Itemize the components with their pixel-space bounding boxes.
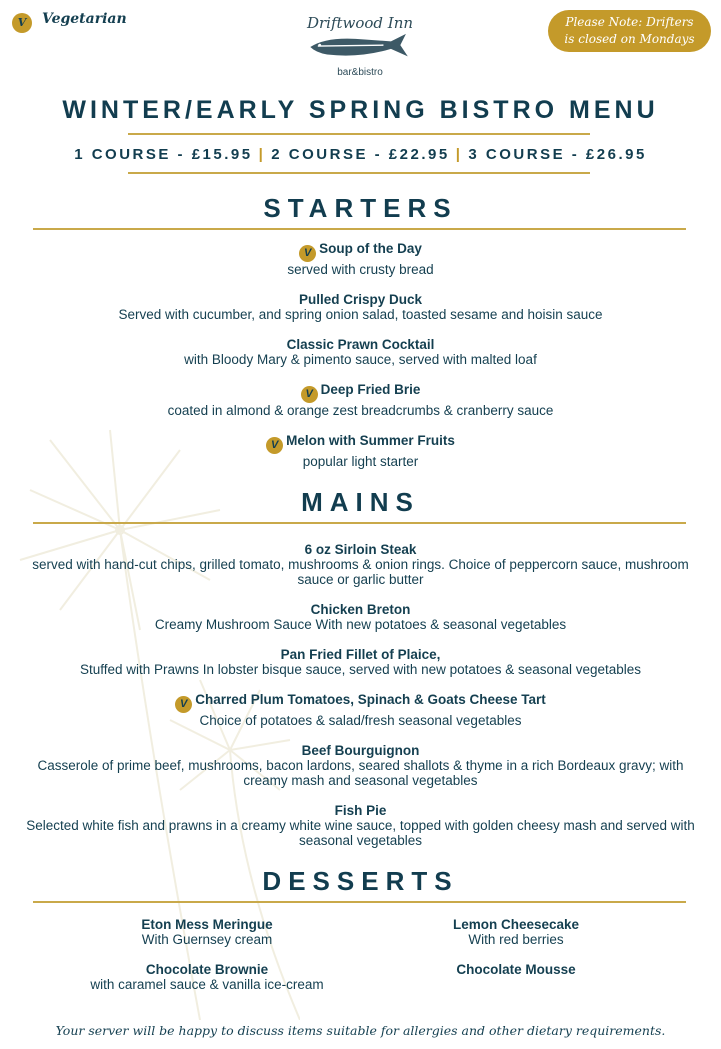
item-name: [20, 382, 701, 403]
item-name-text: Fish Pie: [334, 803, 387, 818]
item-name-text: Lemon Cheesecake: [452, 917, 580, 932]
item-description: Choice of potatoes & salad/fresh seasonal vegetables: [199, 713, 522, 728]
item-description: Casserole of prime beef, mushrooms, bacon lardons, seared shallots & thyme in a rich Bordeaux gravy; with creamy mash and seasonal vegetables: [37, 758, 684, 788]
item-name: [20, 433, 701, 454]
item-name: [20, 292, 701, 307]
item-name: [20, 743, 701, 758]
allergy-footer: Your server will be happy to discuss items suitable for allergies and other dietary requirements.: [55, 1023, 666, 1038]
vegetarian-icon: V: [299, 245, 316, 262]
menu-item: [20, 382, 701, 418]
item-name: [77, 917, 337, 932]
item-description: Stuffed with Prawns In lobster bisque sauce, served with new potatoes & seasonal vegetables: [79, 662, 642, 677]
menu-item: [386, 962, 646, 977]
item-description: Creamy Mushroom Sauce With new potatoes & seasonal vegetables: [154, 617, 567, 632]
item-name: [77, 962, 337, 977]
notice-line: Please Note: Drifters: [565, 15, 694, 29]
item-name-text: Pan Fried Fillet of Plaice,: [280, 647, 441, 662]
closure-notice: [548, 10, 711, 52]
desserts-left-column: [77, 917, 337, 1007]
menu-item: [20, 602, 701, 632]
menu-item: [20, 241, 701, 277]
item-description: With red berries: [468, 932, 564, 947]
item-name: [20, 542, 701, 557]
item-description: with Bloody Mary & pimento sauce, served with malted loaf: [184, 352, 537, 367]
item-name-text: Melon with Summer Fruits: [286, 433, 455, 448]
desserts-heading: DESSERTS: [262, 866, 459, 896]
price-3-course: 3 COURSE - £26.95: [468, 146, 647, 163]
item-name: [386, 917, 646, 932]
mains-heading: MAINS: [301, 487, 420, 517]
item-name-text: Chocolate Brownie: [145, 962, 269, 977]
item-name: [20, 337, 701, 352]
menu-title: WINTER/EARLY SPRING BISTRO MENU: [62, 96, 659, 124]
item-description: coated in almond & orange zest breadcrumbs & cranberry sauce: [167, 403, 554, 418]
divider: [128, 133, 590, 135]
separator: |: [455, 146, 463, 163]
notice-line: is closed on Mondays: [564, 32, 695, 46]
item-name-text: Beef Bourguignon: [301, 743, 420, 758]
item-name: [20, 803, 701, 818]
vegetarian-icon: V: [12, 13, 32, 33]
item-description: With Guernsey cream: [141, 932, 273, 947]
divider: [33, 522, 686, 524]
vegetarian-icon: V: [301, 386, 318, 403]
desserts-right-column: [386, 917, 646, 1007]
logo: [300, 14, 420, 78]
starters-heading: STARTERS: [263, 193, 458, 223]
item-description: Selected white fish and prawns in a creamy white wine sauce, topped with golden cheesy mash and served with seasonal vegetables: [26, 818, 695, 848]
course-prices: [0, 145, 721, 165]
item-description: served with crusty bread: [287, 262, 434, 277]
item-name-text: 6 oz Sirloin Steak: [304, 542, 417, 557]
menu-item: [20, 433, 701, 469]
item-name: [20, 241, 701, 262]
item-name-text: Eton Mess Meringue: [141, 917, 273, 932]
mains-list: [20, 542, 701, 848]
menu-item: [20, 743, 701, 788]
menu-item: [20, 292, 701, 322]
vegetarian-icon: V: [175, 696, 192, 713]
item-description: Served with cucumber, and spring onion salad, toasted sesame and hoisin sauce: [118, 307, 603, 322]
item-name: [20, 692, 701, 713]
legend-label: Vegetarian: [42, 11, 127, 27]
logo-tagline: bar&bistro: [337, 67, 383, 78]
item-name: [20, 647, 701, 662]
divider: [33, 901, 686, 903]
menu-item: [20, 337, 701, 367]
menu-item: [77, 962, 337, 992]
menu-item: [20, 647, 701, 677]
fish-icon: [305, 32, 415, 62]
item-name-text: Soup of the Day: [319, 241, 422, 256]
item-name: [20, 602, 701, 617]
menu-item: [20, 542, 701, 587]
price-2-course: 2 COURSE - £22.95: [271, 146, 450, 163]
divider: [128, 172, 590, 174]
item-description: with caramel sauce & vanilla ice-cream: [90, 977, 324, 992]
vegetarian-legend: [12, 11, 127, 33]
desserts-list: [0, 917, 721, 1007]
vegetarian-icon: V: [266, 437, 283, 454]
item-description: served with hand-cut chips, grilled tomato, mushrooms & onion rings. Choice of peppercorn sauce, mushroom sauce or garlic butter: [32, 557, 689, 587]
menu-item: [20, 803, 701, 848]
menu-item: [20, 692, 701, 728]
logo-name: Driftwood Inn: [306, 14, 414, 32]
divider: [33, 228, 686, 230]
separator: |: [258, 146, 266, 163]
item-name-text: Pulled Crispy Duck: [298, 292, 423, 307]
menu-item: [77, 917, 337, 947]
item-name-text: Charred Plum Tomatoes, Spinach & Goats Cheese Tart: [195, 692, 546, 707]
price-1-course: 1 COURSE - £15.95: [74, 146, 253, 163]
item-name-text: Chocolate Mousse: [456, 962, 576, 977]
item-name-text: Classic Prawn Cocktail: [286, 337, 435, 352]
item-name: [386, 962, 646, 977]
item-name-text: Deep Fried Brie: [320, 382, 421, 397]
menu-item: [386, 917, 646, 947]
starters-list: [20, 241, 701, 469]
item-description: popular light starter: [302, 454, 419, 469]
item-name-text: Chicken Breton: [310, 602, 411, 617]
